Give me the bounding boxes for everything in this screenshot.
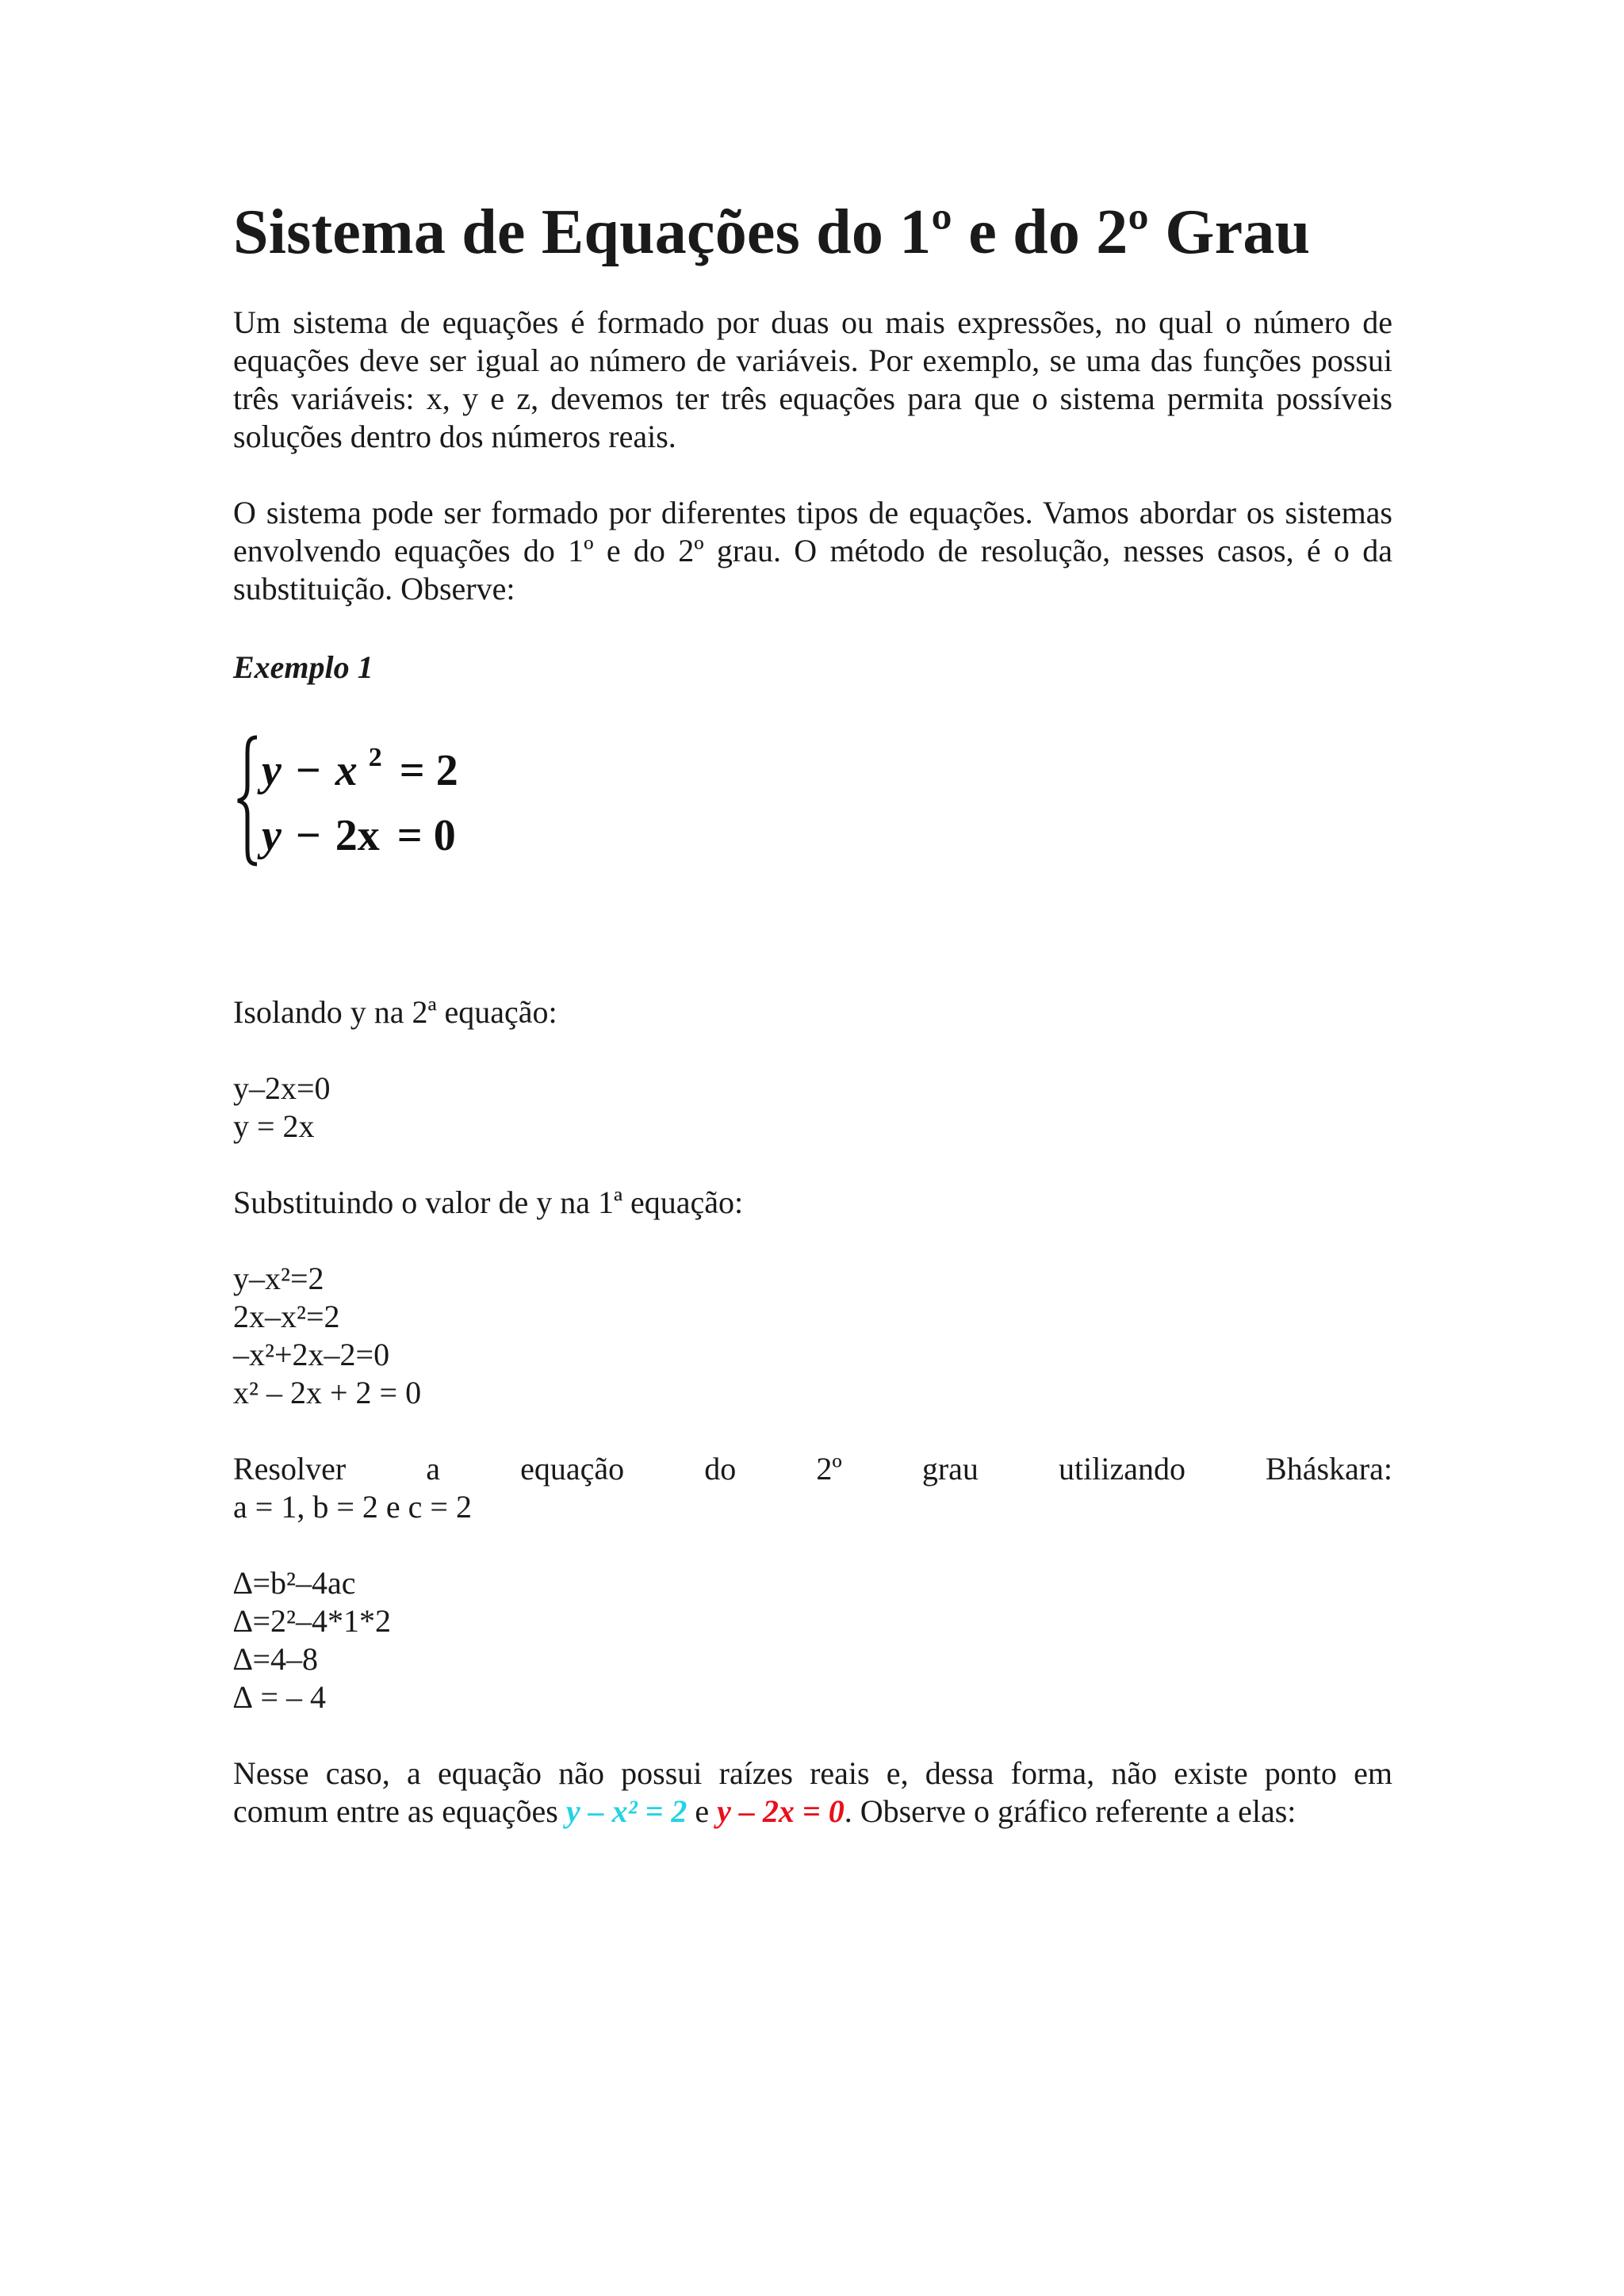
coefficients-line: a = 1, b = 2 e c = 2 [233,1489,472,1525]
example-title: Exemplo 1 [233,649,373,685]
eq1-y: y [262,746,282,795]
parabola-equation: y – x² = 2 [565,1793,688,1829]
eq2-term: 2x [335,811,380,860]
eq1-rhs: = 2 [399,746,458,795]
delta-step: ∆=4–8 [233,1641,319,1677]
substituting-step: y–x²=2 [233,1261,324,1296]
isolating-step: y–2x=0 [233,1070,331,1106]
svg-text:y − x 2 [257,727,458,795]
bhaskara-line: Resolver a equação do 2º grau utilizando Bháskara: [233,1451,1392,1487]
line-equation: y – 2x = 0 [717,1793,845,1829]
svg-text:y − 2x = 0 [257,811,456,860]
page-title: Sistema de Equações do 1º e do 2º Grau [233,197,1311,267]
conclusion-line-1: Nesse caso, a equação não possui raízes reais e, dessa forma, não existe ponto em [233,1755,1392,1791]
eq2-minus: − [295,811,321,860]
conclusion-text-before: comum entre as equações [233,1793,566,1829]
method-paragraph: O sistema pode ser formado por diferentes tipos de equações. Vamos abordar os sistemas envolvendo equações do 1º e do 2º grau. O método de resolução, nesses casos, é o da substituição. Observe: [233,495,1392,607]
eq2-y: y [262,811,282,860]
left-brace-icon [238,737,257,864]
delta-step: ∆=2²–4*1*2 [233,1603,392,1639]
eq1-x: x [335,746,358,795]
eq2-rhs: = 0 [396,811,456,860]
eq1-exponent: 2 [368,743,382,772]
intro-paragraph: Um sistema de equações é formado por duas ou mais expressões, no qual o número de equações deve ser igual ao número de variáveis. Por exemplo, se uma das funções possui três variáveis: x, y e z, devemos ter três equações para que o sistema permita possíveis soluções dentro dos números reais. [233,304,1392,454]
substituting-step: 2x–x²=2 [233,1299,340,1334]
equation-system-image [233,721,471,880]
isolating-step: y = 2x [233,1108,315,1144]
delta-step: ∆ = – 4 [233,1679,327,1715]
delta-step: ∆=b²–4ac [233,1565,356,1601]
substituting-step: x² – 2x + 2 = 0 [233,1375,422,1410]
conclusion-line-2 [233,1793,1296,1831]
conclusion-connector: e [687,1793,718,1829]
eq1-minus: − [295,746,321,795]
substituting-step: –x²+2x–2=0 [233,1337,390,1372]
substituting-label: Substituindo o valor de y na 1ª equação: [233,1184,744,1220]
conclusion-text-after: . Observe o gráfico referente a elas: [844,1793,1297,1829]
isolating-label: Isolando y na 2ª equação: [233,994,557,1030]
